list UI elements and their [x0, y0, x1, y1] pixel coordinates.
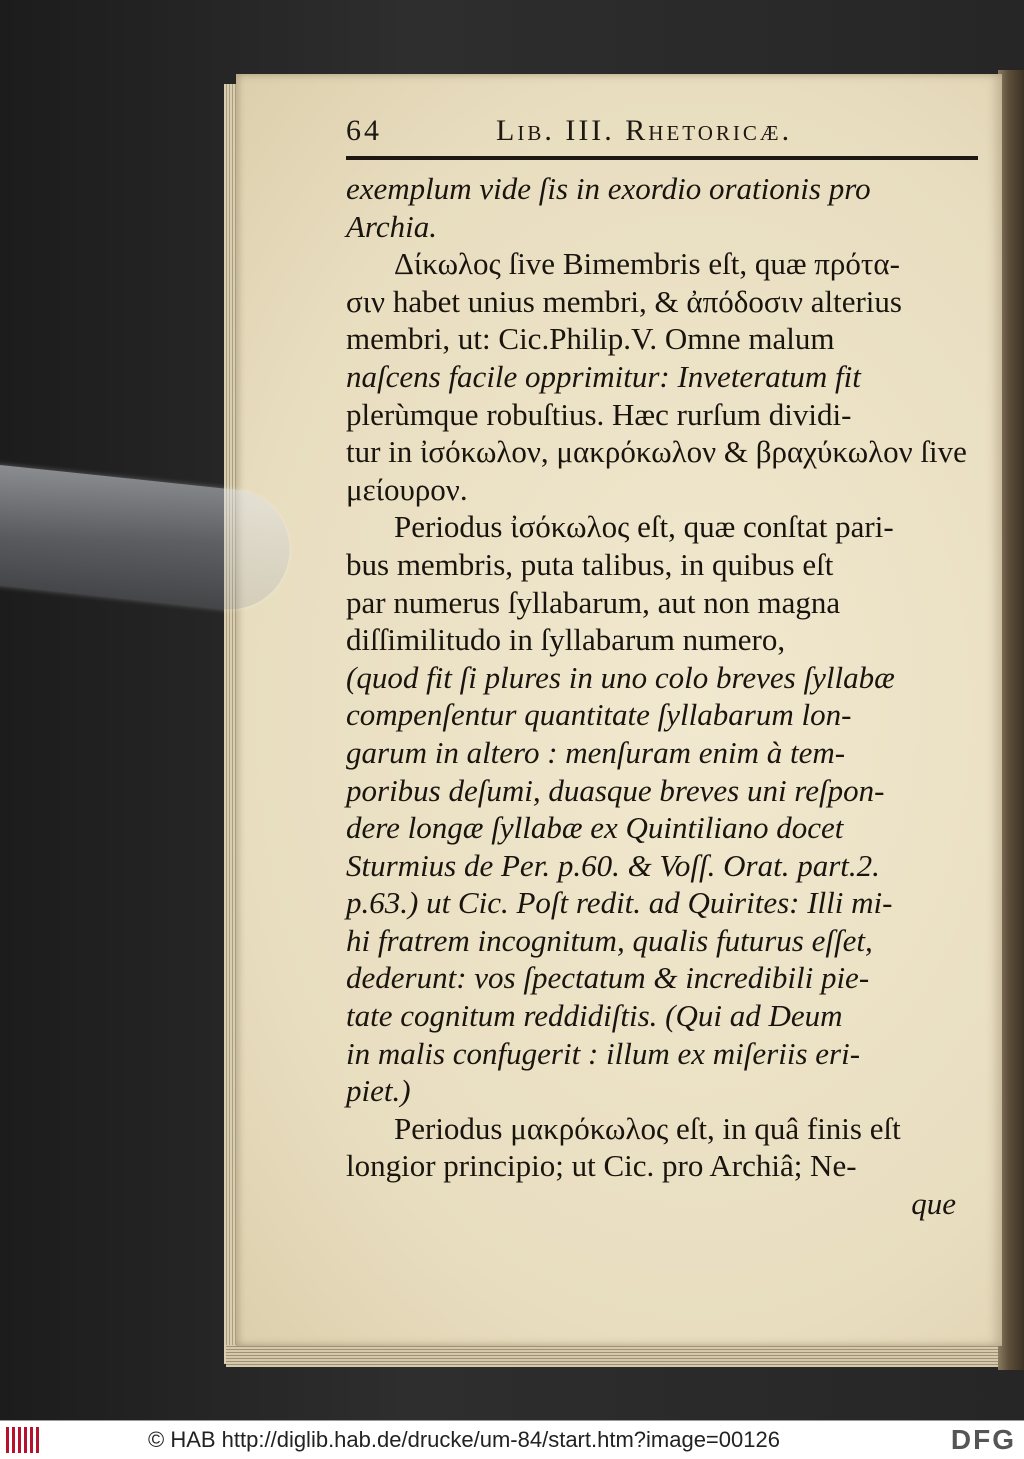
- text-line: Δίκωλος ſive Bimembris eſt, quæ πρότα-: [394, 246, 900, 282]
- text-line: dere longæ ſyllabæ ex Quintiliano docet: [346, 810, 844, 846]
- text-line: Periodus μακρόκωλος eſt, in quâ finis eſt: [394, 1110, 901, 1146]
- book-page-edges-left: [224, 84, 236, 1364]
- text-line: diſſimilitudo in ſyllabarum numero,: [346, 622, 786, 658]
- text-line: exemplum vide ſis in exordio orationis pro: [346, 171, 871, 206]
- running-head-title: Lib. III. Rhetoricæ.: [496, 114, 793, 147]
- text-line: (quod fit ſi plures in uno colo breves ſyllabæ: [346, 659, 895, 695]
- text-line: Periodus ἰσόκωλος eſt, quæ conſtat pari-: [394, 509, 894, 545]
- page-number: 64: [346, 114, 382, 147]
- book-page: [236, 74, 1002, 1346]
- text-line: p.63.) ut Cic. Poſt redit. ad Quirites: Illi mi-: [346, 885, 893, 921]
- text-line: bus membris, puta talibus, in quibus eſt: [346, 546, 834, 582]
- text-line: poribus deſumi, duasque breves uni reſpon-: [346, 772, 885, 808]
- text-line: garum in altero : menſuram enim à tem-: [346, 734, 846, 770]
- running-head: [346, 114, 986, 154]
- text-line: tate cognitum reddidiſtis. (Qui ad Deum: [346, 998, 843, 1034]
- text-line: membri, ut: Cic.Philip.V. Omne malum: [346, 321, 835, 357]
- hab-logo-icon: [6, 1427, 42, 1453]
- text-line: hi fratrem incognitum, qualis futurus eſſet,: [346, 922, 873, 958]
- page-body-text: [346, 170, 976, 1223]
- text-line: dederunt: vos ſpectatum & incredibili pie-: [346, 960, 870, 996]
- catchword: que: [911, 1186, 956, 1222]
- viewer-footer: [0, 1420, 1024, 1459]
- text-line: μείουρον.: [346, 471, 468, 507]
- text-line: piet.): [346, 1073, 411, 1109]
- text-line: plerùmque robuſtius. Hæc rurſum dividi-: [346, 396, 852, 432]
- footer-copyright-link[interactable]: © HAB http://diglib.hab.de/drucke/um-84/start.htm?image=00126: [148, 1427, 780, 1452]
- text-line: naſcens facile opprimitur: Inveteratum fit: [346, 358, 861, 394]
- dfg-logo: DFG: [950, 1424, 1016, 1455]
- text-line: par numerus ſyllabarum, aut non magna: [346, 584, 841, 620]
- book-page-edges-bottom: [226, 1345, 1016, 1367]
- text-line: σιν habet unius membri, & ἀπόδοσιν alterius: [346, 283, 902, 319]
- text-line: in malis confugerit : illum ex miſeriis eri-: [346, 1035, 861, 1071]
- text-line: Archia.: [346, 208, 437, 244]
- header-rule: [346, 156, 978, 160]
- text-line: longior principio; ut Cic. pro Archiâ; Ne-: [346, 1148, 857, 1184]
- text-line: tur in ἰσόκωλον, μακρόκωλον & βραχύκωλον ſive: [346, 434, 967, 470]
- text-line: compenſentur quantitate ſyllabarum lon-: [346, 697, 852, 733]
- text-line: Sturmius de Per. p.60. & Voſſ. Orat. part.2.: [346, 847, 880, 883]
